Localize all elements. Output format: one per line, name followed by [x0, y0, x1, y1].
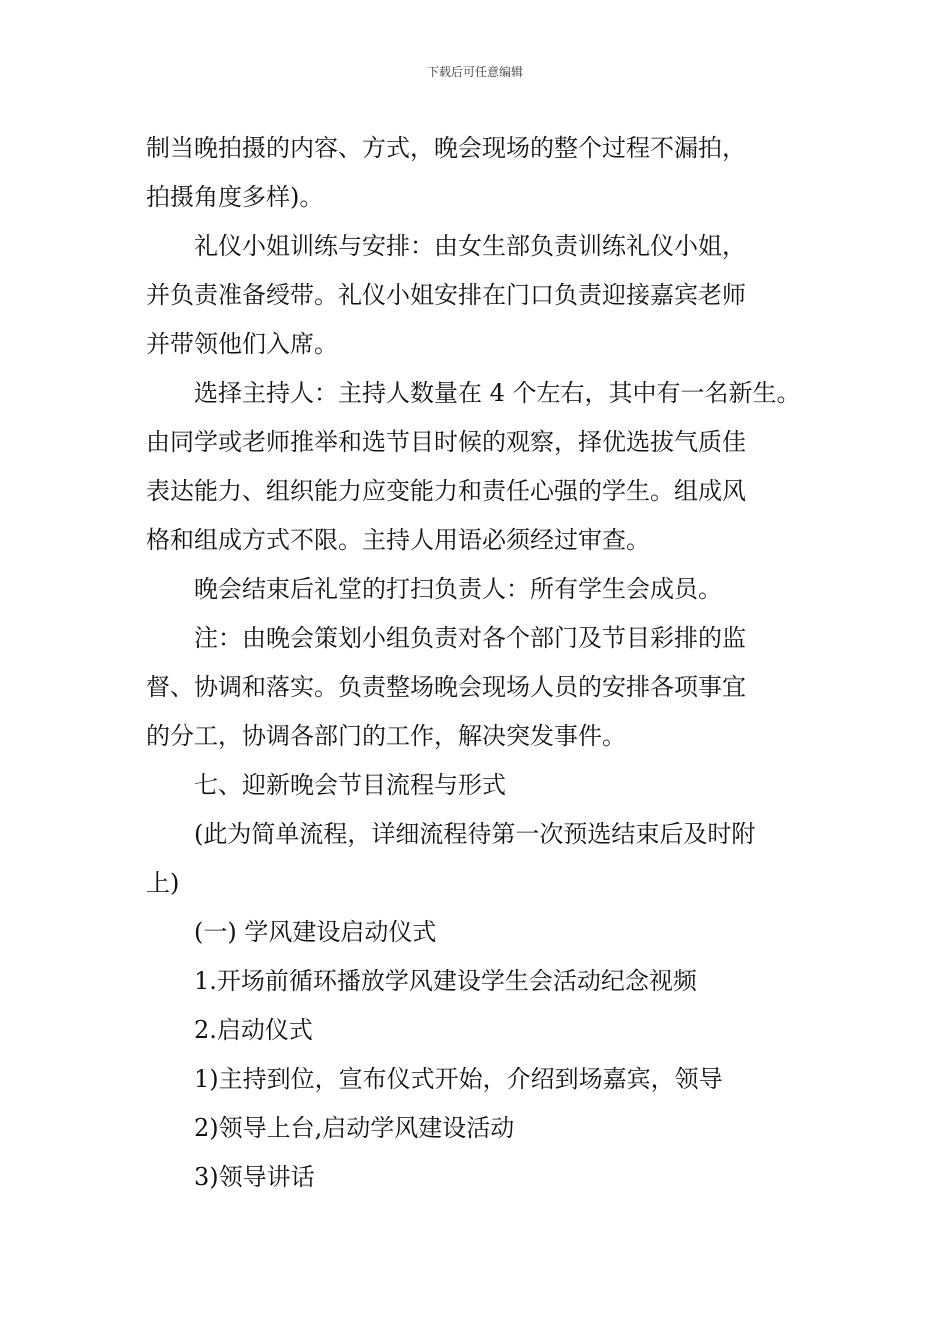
- list-item: [146, 1104, 826, 1153]
- text-line: 的分工，协调各部门的工作，解决突发事件。: [146, 722, 626, 750]
- text-line: 由同学或老师推举和选节目时候的观察，择优选拔气质佳: [146, 428, 746, 456]
- list-item: [146, 1006, 826, 1055]
- text-line: 表达能力、组织能力应变能力和责任心强的学生。组成风: [146, 477, 746, 505]
- text-line: 七、迎新晚会节目流程与形式: [194, 771, 506, 799]
- list-item: [146, 1055, 826, 1104]
- paragraph-etiquette: [146, 222, 826, 369]
- paragraph-photography: [146, 124, 826, 222]
- text-line: 并负责准备绶带。礼仪小姐安排在门口负责迎接嘉宾老师: [146, 281, 746, 309]
- text-line: 2)领导上台,启动学风建设活动: [194, 1114, 515, 1142]
- text-line: 2.启动仪式: [194, 1016, 313, 1044]
- document-body: [146, 124, 826, 1202]
- text-line: 选择主持人：主持人数量在 4 个左右，其中有一名新生。: [194, 379, 801, 407]
- paragraph-cleanup: [146, 565, 826, 614]
- paragraph-host-selection: [146, 369, 826, 565]
- subsection-heading: [146, 908, 826, 957]
- section-heading: [146, 761, 826, 810]
- text-line: 1)主持到位，宣布仪式开始，介绍到场嘉宾，领导: [194, 1065, 723, 1093]
- text-line: 督、协调和落实。负责整场晚会现场人员的安排各项事宜: [146, 673, 746, 701]
- text-line: 晚会结束后礼堂的打扫负责人：所有学生会成员。: [194, 575, 722, 603]
- list-item: [146, 957, 826, 1006]
- text-line: 并带领他们入席。: [146, 330, 338, 358]
- paragraph-note: [146, 614, 826, 761]
- text-line: 拍摄角度多样)。: [146, 183, 324, 211]
- text-line: (此为简单流程，详细流程待第一次预选结束后及时附: [194, 820, 756, 848]
- paragraph-flow-note: [146, 810, 826, 908]
- list-item: [146, 1153, 826, 1202]
- text-line: 上): [146, 869, 180, 897]
- text-line: 3)领导讲话: [194, 1163, 315, 1191]
- page-header-note: 下载后可任意编辑: [426, 65, 523, 79]
- text-line: 制当晚拍摄的内容、方式，晚会现场的整个过程不漏拍，: [146, 134, 746, 162]
- text-line: (一) 学风建设启动仪式: [194, 918, 437, 946]
- text-line: 格和组成方式不限。主持人用语必须经过审查。: [146, 526, 650, 554]
- text-line: 礼仪小姐训练与安排：由女生部负责训练礼仪小姐，: [194, 232, 746, 260]
- text-line: 1.开场前循环播放学风建设学生会活动纪念视频: [194, 967, 697, 995]
- text-line: 注：由晚会策划小组负责对各个部门及节目彩排的监: [194, 624, 746, 652]
